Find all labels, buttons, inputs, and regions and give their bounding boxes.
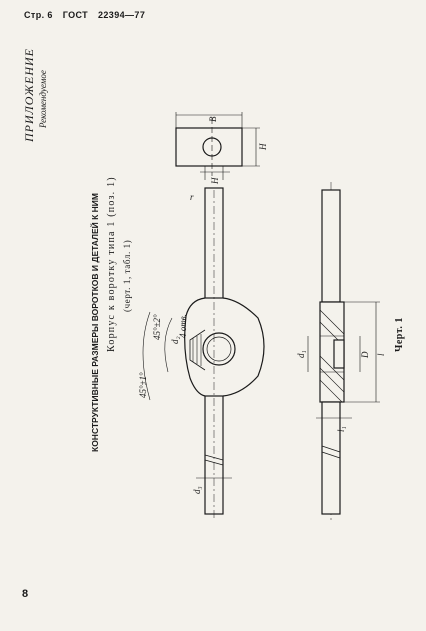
wrench-section-view [308, 182, 380, 520]
top-view [176, 112, 260, 176]
label-B: B [208, 116, 218, 122]
label-r: r [190, 192, 194, 202]
figure-label: Черт. 1 [394, 317, 405, 352]
page-ref: Стр. 6 [24, 10, 53, 20]
appendix-status: Рекомендуемое [38, 70, 48, 128]
section-subtitle: Корпус к воротку типа 1 (поз. 1) [106, 176, 117, 352]
label-d3: d₃ [192, 486, 202, 494]
label-angle2: 45°±1° [138, 372, 148, 398]
appendix-title: ПРИЛОЖЕНИЕ [22, 48, 36, 142]
section-title: КОНСТРУКТИВНЫЕ РАЗМЕРЫ ВОРОТКОВ И ДЕТАЛЕЙ К НИМ [90, 193, 100, 452]
page-number: 8 [22, 588, 29, 600]
label-H: H [258, 143, 268, 150]
label-H-top: H [210, 177, 220, 184]
label-d1: d₁ [296, 350, 306, 358]
label-l1: l₁ [336, 426, 346, 432]
label-holes: 4 отв. [178, 314, 188, 338]
standard-number: 22394—77 [97, 10, 146, 20]
label-d2: d₂ [170, 336, 180, 344]
label-angle1: 45°±2° [152, 314, 162, 340]
label-l: l [376, 353, 386, 356]
wrench-front-view [143, 166, 264, 520]
drawing-reference: (черт. 1, табл. 1) [122, 239, 132, 312]
standard-label: ГОСТ [62, 10, 89, 20]
label-D: D [360, 351, 370, 358]
